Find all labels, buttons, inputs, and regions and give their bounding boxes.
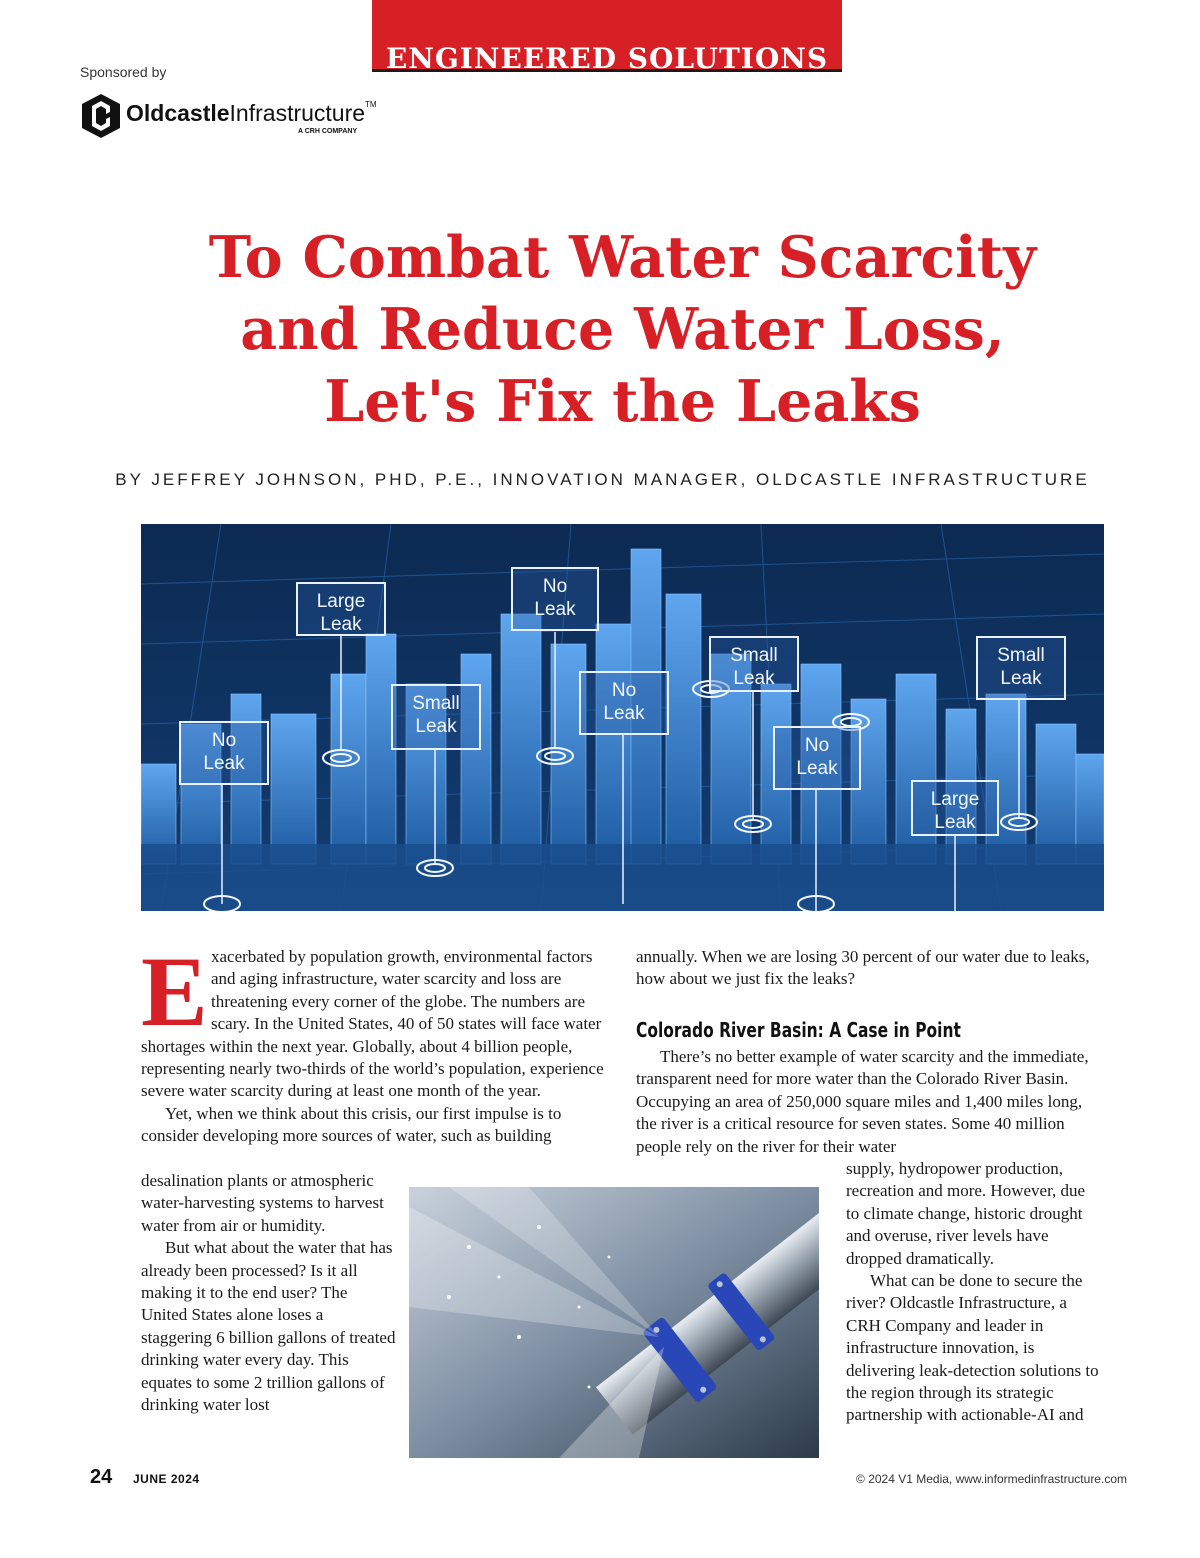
leak-label-large-1: Large Leak xyxy=(296,582,386,636)
section-subhead: Colorado River Basin: A Case in Point xyxy=(636,1018,961,1042)
headline-line-1: To Combat Water Scarcity xyxy=(208,224,1037,291)
article-byline: BY JEFFREY JOHNSON, PHD, P.E., INNOVATION MANAGER, OLDCASTLE INFRASTRUCTURE xyxy=(115,470,1090,489)
paragraph-2: Yet, when we think about this crisis, our first impulse is to consider developing more sources of water, such as building xyxy=(141,1103,562,1146)
headline-line-2: and Reduce Water Loss, xyxy=(240,296,1005,363)
pipe-spray-illustration xyxy=(409,1187,819,1458)
section-banner xyxy=(372,0,842,72)
sponsored-label: Sponsored by xyxy=(80,64,167,80)
section-banner-text: ENGINEERED SOLUTIONS xyxy=(385,42,829,72)
article-column-2-narrow xyxy=(846,1158,1102,1427)
leak-label-small-2: Small Leak xyxy=(709,636,799,692)
leak-label-no-3: No Leak xyxy=(579,671,669,735)
leaking-pipe-photo xyxy=(409,1187,819,1458)
paragraph-1: xacerbated by population growth, environmental factors and aging infrastructure, water scarcity and loss are threatening every corner of the globe. The numbers are scary. In the United States, 40 of 50 states will face water shortages within the next year. Globally, about 4 billion people, representing nearly two-thirds of the world’s population, experience severe water scarcity during at least one month of the year. xyxy=(141,947,604,1101)
drop-cap: E xyxy=(141,936,208,1047)
leak-label-no-2: No Leak xyxy=(179,721,269,785)
logo-tagline: A CRH COMPANY xyxy=(298,128,358,135)
leak-label-no-4: No Leak xyxy=(773,726,861,790)
hero-city-leak-map-image xyxy=(141,524,1104,911)
paragraph-4-continued: supply, hydropower production, recreation and more. However, due to climate change, historic drought and overuse, river levels have dropped dramatically. xyxy=(846,1159,1086,1268)
paragraph-5: What can be done to secure the river? Oldcastle Infrastructure, a CRH Company and leader in infrastructure innovation, is delivering leak-detection solutions to the region through its strategic partnership with actionable-AI and xyxy=(846,1271,1099,1425)
leak-label-large-2: Large Leak xyxy=(911,780,999,836)
article-column-2-mid xyxy=(636,1046,1102,1158)
sponsor-logo xyxy=(78,92,378,144)
article-headline xyxy=(100,222,1145,438)
logo-name-bold: Oldcastle xyxy=(126,100,230,126)
copyright-notice: © 2024 V1 Media, www.informedinfrastructure.com xyxy=(856,1472,1127,1486)
logo-wordmark xyxy=(126,100,377,127)
paragraph-3-continued: annually. When we are losing 30 percent of our water due to leaks, how about we just fix the leaks? xyxy=(636,947,1090,989)
paragraph-2-continued: desalination plants or atmospheric water-harvesting systems to harvest water from air or humidity. xyxy=(141,1171,384,1235)
page-number: 24 xyxy=(90,1466,113,1488)
logo-trademark: TM xyxy=(365,100,377,109)
article-column-2-top xyxy=(636,946,1100,991)
oldcastle-logo-icon xyxy=(78,92,124,140)
paragraph-4: There’s no better example of water scarcity and the immediate, transparent need for more water than the Colorado River Basin. Occupying an area of 250,000 square miles and 1,400 miles long, the river is a critical resource for seven states. Some 40 million people rely on the river for their water xyxy=(636,1047,1089,1156)
paragraph-3: But what about the water that has already been processed? Is it all making it to the end user? The United States alone loses a staggering 6 billion gallons of treated drinking water every day. This equates to some 2 trillion gallons of drinking water lost xyxy=(141,1238,396,1415)
leak-label-small-1: Small Leak xyxy=(391,684,481,750)
article-column-1-narrow xyxy=(141,1170,396,1416)
logo-name-light: Infrastructure xyxy=(229,100,366,126)
article-column-1 xyxy=(141,936,604,1148)
leak-label-small-3: Small Leak xyxy=(976,636,1066,700)
issue-date: JUNE 2024 xyxy=(133,1472,200,1486)
headline-line-3: Let's Fix the Leaks xyxy=(324,368,921,435)
leak-label-no-1: No Leak xyxy=(511,567,599,631)
